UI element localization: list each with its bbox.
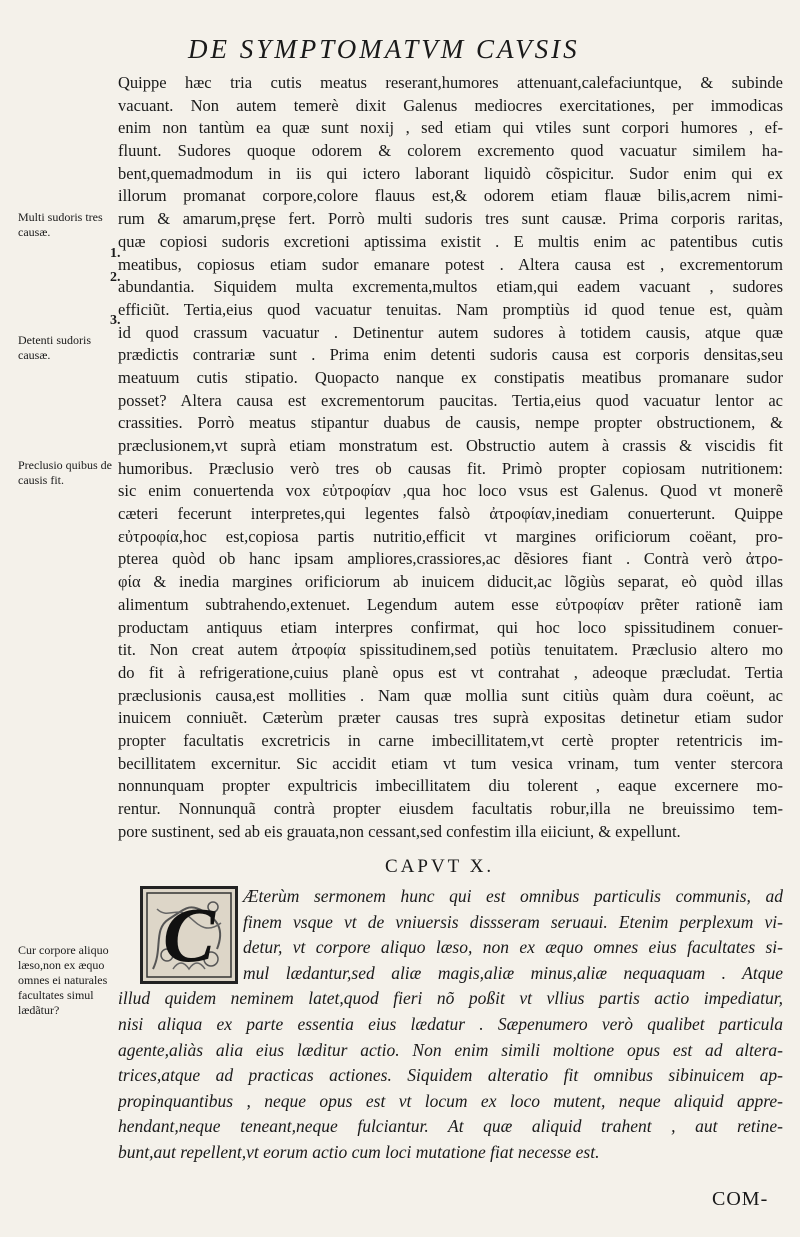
text-line: propter facultatis excretricis in carne imbecillitatem,vt certè propter retentricis im- (118, 730, 783, 750)
numeral-1: 1. (110, 246, 121, 261)
text-line: becillitatem excernitur. Sic accidit etiam vt tum vesica vrinam, tum venter stercora (118, 753, 783, 773)
text-line: enim non tantùm ea quæ sunt noxij , sed etiam qui vtiles sunt corpori humores , ef- (118, 118, 783, 138)
chapter-text-line: nisi aliqua ex parte essentia eius lædatur . Sæpenumero verò qualibet particula (118, 1013, 783, 1034)
text-line: sic enim conuertenda vox εὐτροφίαν ,qua hoc loco vsus est Galenus. Quod vt monerẽ (118, 481, 783, 501)
numeral-3: 3. (110, 313, 121, 328)
chapter-text-line: trices,atque ad practicas actiones. Siquidem alteratio fit omnibus sibinuicem ap- (118, 1065, 783, 1086)
margin-note-question: Cur corpore aliquo læso,non ex æquo omnes ei naturales facultates simul lædãtur? (18, 943, 109, 1017)
text-line: pore sustinent, sed ab eis grauata,non cessant,sed confestim illa eiiciunt, & expellunt. (118, 821, 681, 841)
text-line: φία & inedia margines orificiorum ab inuicem diducit,ac lõgiùs separat, eò quòd illas (118, 572, 783, 592)
chapter-text-line: hendant,neque teneant,neque fulciantur. At quæ aliquid trahent , aut retine- (118, 1116, 783, 1137)
chapter-text-line: finem vsque vt de vniuersis dissseram seruaui. Etenim perplexum vi- (243, 911, 783, 932)
text-line: id quod crassum vacuatur . Detinentur autem sudores à totidem causis, atque quæ (118, 322, 783, 342)
margin-note-sudoris-causae: Multi sudoris tres causæ. (18, 210, 103, 239)
text-line: Quippe hæc tria cutis meatus reserant,humores attenuant,calefaciuntque, & subinde (118, 73, 783, 92)
text-line: efficiũt. Tertia,eius quod vacuatur tenuitas. Nam promptiùs id quod tenue est, quàm (118, 299, 783, 319)
text-line: prædictis contrariæ sunt . Prima enim detenti sudoris causa est corporis densitas,seu (118, 345, 783, 365)
body-text (118, 72, 783, 843)
text-line: humoribus. Præclusio verò tres ob causas fit. Primò propter copiosam nutritionem: (118, 458, 783, 478)
chapter-text-line: propinquantibus , neque opus est vt locum ex loco mutent, neque aliquid appre- (118, 1090, 783, 1111)
text-line: præclusionis causa,est mollities . Nam quæ mollia sunt citiùs quàm dura coëunt, ac (118, 685, 783, 705)
catchword: COM- (712, 1188, 769, 1210)
text-line: meatibus, copiosus etiam sudor emanare potest . Altera causa est , excrementorum (118, 254, 783, 274)
chapter-heading: CAPVT X. (385, 856, 495, 877)
text-line: crassities. Porrò meatus stipantur duabus de causis, nempe propter obstructionem, & (118, 413, 783, 433)
text-line: bent,quemadmodum in iis qui ictero laborant liquidò cõspicitur. Sudor enim qui ex (118, 163, 783, 183)
margin-note-detenti: Detenti sudoris causæ. (18, 333, 91, 362)
text-line: fluunt. Sudores quoque odorem & colorem excremento quod vacuatur similem ha- (118, 141, 783, 161)
text-line: quæ copiosi sudoris excretioni aptissima existit . E multis enim ac patentibus cutis (118, 231, 783, 251)
chapter-text-line: bunt,aut repellent,vt eorum actio cum loci mutatione fiat necesse est. (118, 1141, 600, 1162)
text-line: abundantia. Siquidem multa excrementa,multos etiam,qui eadem vacuant , sudores (118, 277, 783, 297)
chapter-text-line: mul lædantur,sed aliæ magis,aliæ minus,aliæ nequaquam . Atque (243, 962, 783, 983)
chapter-text-line: illud quidem neminem latet,quod fieri nõ poßit vt vllius partis actio impediatur, (118, 988, 783, 1009)
chapter-text-line: agente,aliàs alia eius læditur actio. Non enim simili moltione opus est ad altera- (118, 1039, 783, 1060)
text-line: pterea quòd ob hanc ipsam ampliores,crassiores,ac dẽsiores fiant . Contrà verò ἀτρο- (118, 549, 783, 569)
text-line: εὐτροφία,hoc est,copiosa partis nutritio,efficit vt margines orificiorum coëant, pro- (118, 526, 783, 546)
drop-cap-letter: C (162, 891, 216, 978)
text-line: rentur. Nonnunquã contrà propter eiusdem facultatis robur,illa ne breuissimo tem- (118, 799, 783, 818)
text-line: posset? Altera causa est excrementorum paucitas. Tertia,eius quod vacuatur lentor ac (118, 390, 783, 410)
text-line: inuicem conniuẽt. Cæterùm præter causas tres suprà expositas detinetur etiam sudor (118, 708, 783, 728)
chapter-text-line: Æterùm sermonem hunc qui est omnibus particulis communis, ad (243, 886, 783, 906)
text-line: vacuant. Non autem temerè dixit Galenus mediocres exercitationes, per immodicas (118, 95, 783, 115)
text-line: tit. Non creat autem ἀτροφία spissitudinem,sed potiùs tenuitatem. Præclusio altero mo (118, 640, 783, 660)
text-line: alimentum subtrahendo,extenuet. Legendum autem esse εὐτροφίαν prẽter rationẽ iam (118, 594, 783, 614)
text-line: meatuum cutis stipatio. Quopacto nanque ex constipatis meatibus promanare sudor (118, 367, 783, 387)
margin-note-preclusio: Preclusio quibus de causis fit. (18, 458, 112, 487)
running-head: DE SYMPTOMATVM CAVSIS (188, 34, 580, 64)
text-line: nonnunquam propter expultricis imbecillitatem diu tolerent , eaque excernere mo- (118, 776, 783, 796)
chapter-text (118, 884, 783, 1166)
text-line: rum & amarum,pręse fert. Porrò multi sudoris tres sunt causæ. Prima corporis raritas, (118, 209, 783, 229)
text-line: productam antiquus etiam interpres confirmat, qui hoc loco spissitudinem conuer- (118, 617, 783, 637)
text-line: do fit à refrigeratione,cuius planè opus est vt contrahat , adeoque præcludat. Tertia (118, 662, 783, 682)
text-line: illorum promanat corpore,colore flauus est,& odorem etiam flauæ bilis,acrem nimi- (118, 186, 783, 206)
chapter-text-line: detur, vt corpore aliquo læso, non ex æquo omnes eius facultates si- (243, 937, 783, 958)
text-line: præclusionem,vt suprà etiam monstratum est. Obstructio autem à crassis & viscidis fit (118, 436, 783, 455)
text-line: cæteri fecerunt interpretes,qui legentes falsò ἀτροφίαν,inediam conuerterunt. Quippe (118, 504, 783, 524)
numeral-2: 2. (110, 270, 121, 285)
